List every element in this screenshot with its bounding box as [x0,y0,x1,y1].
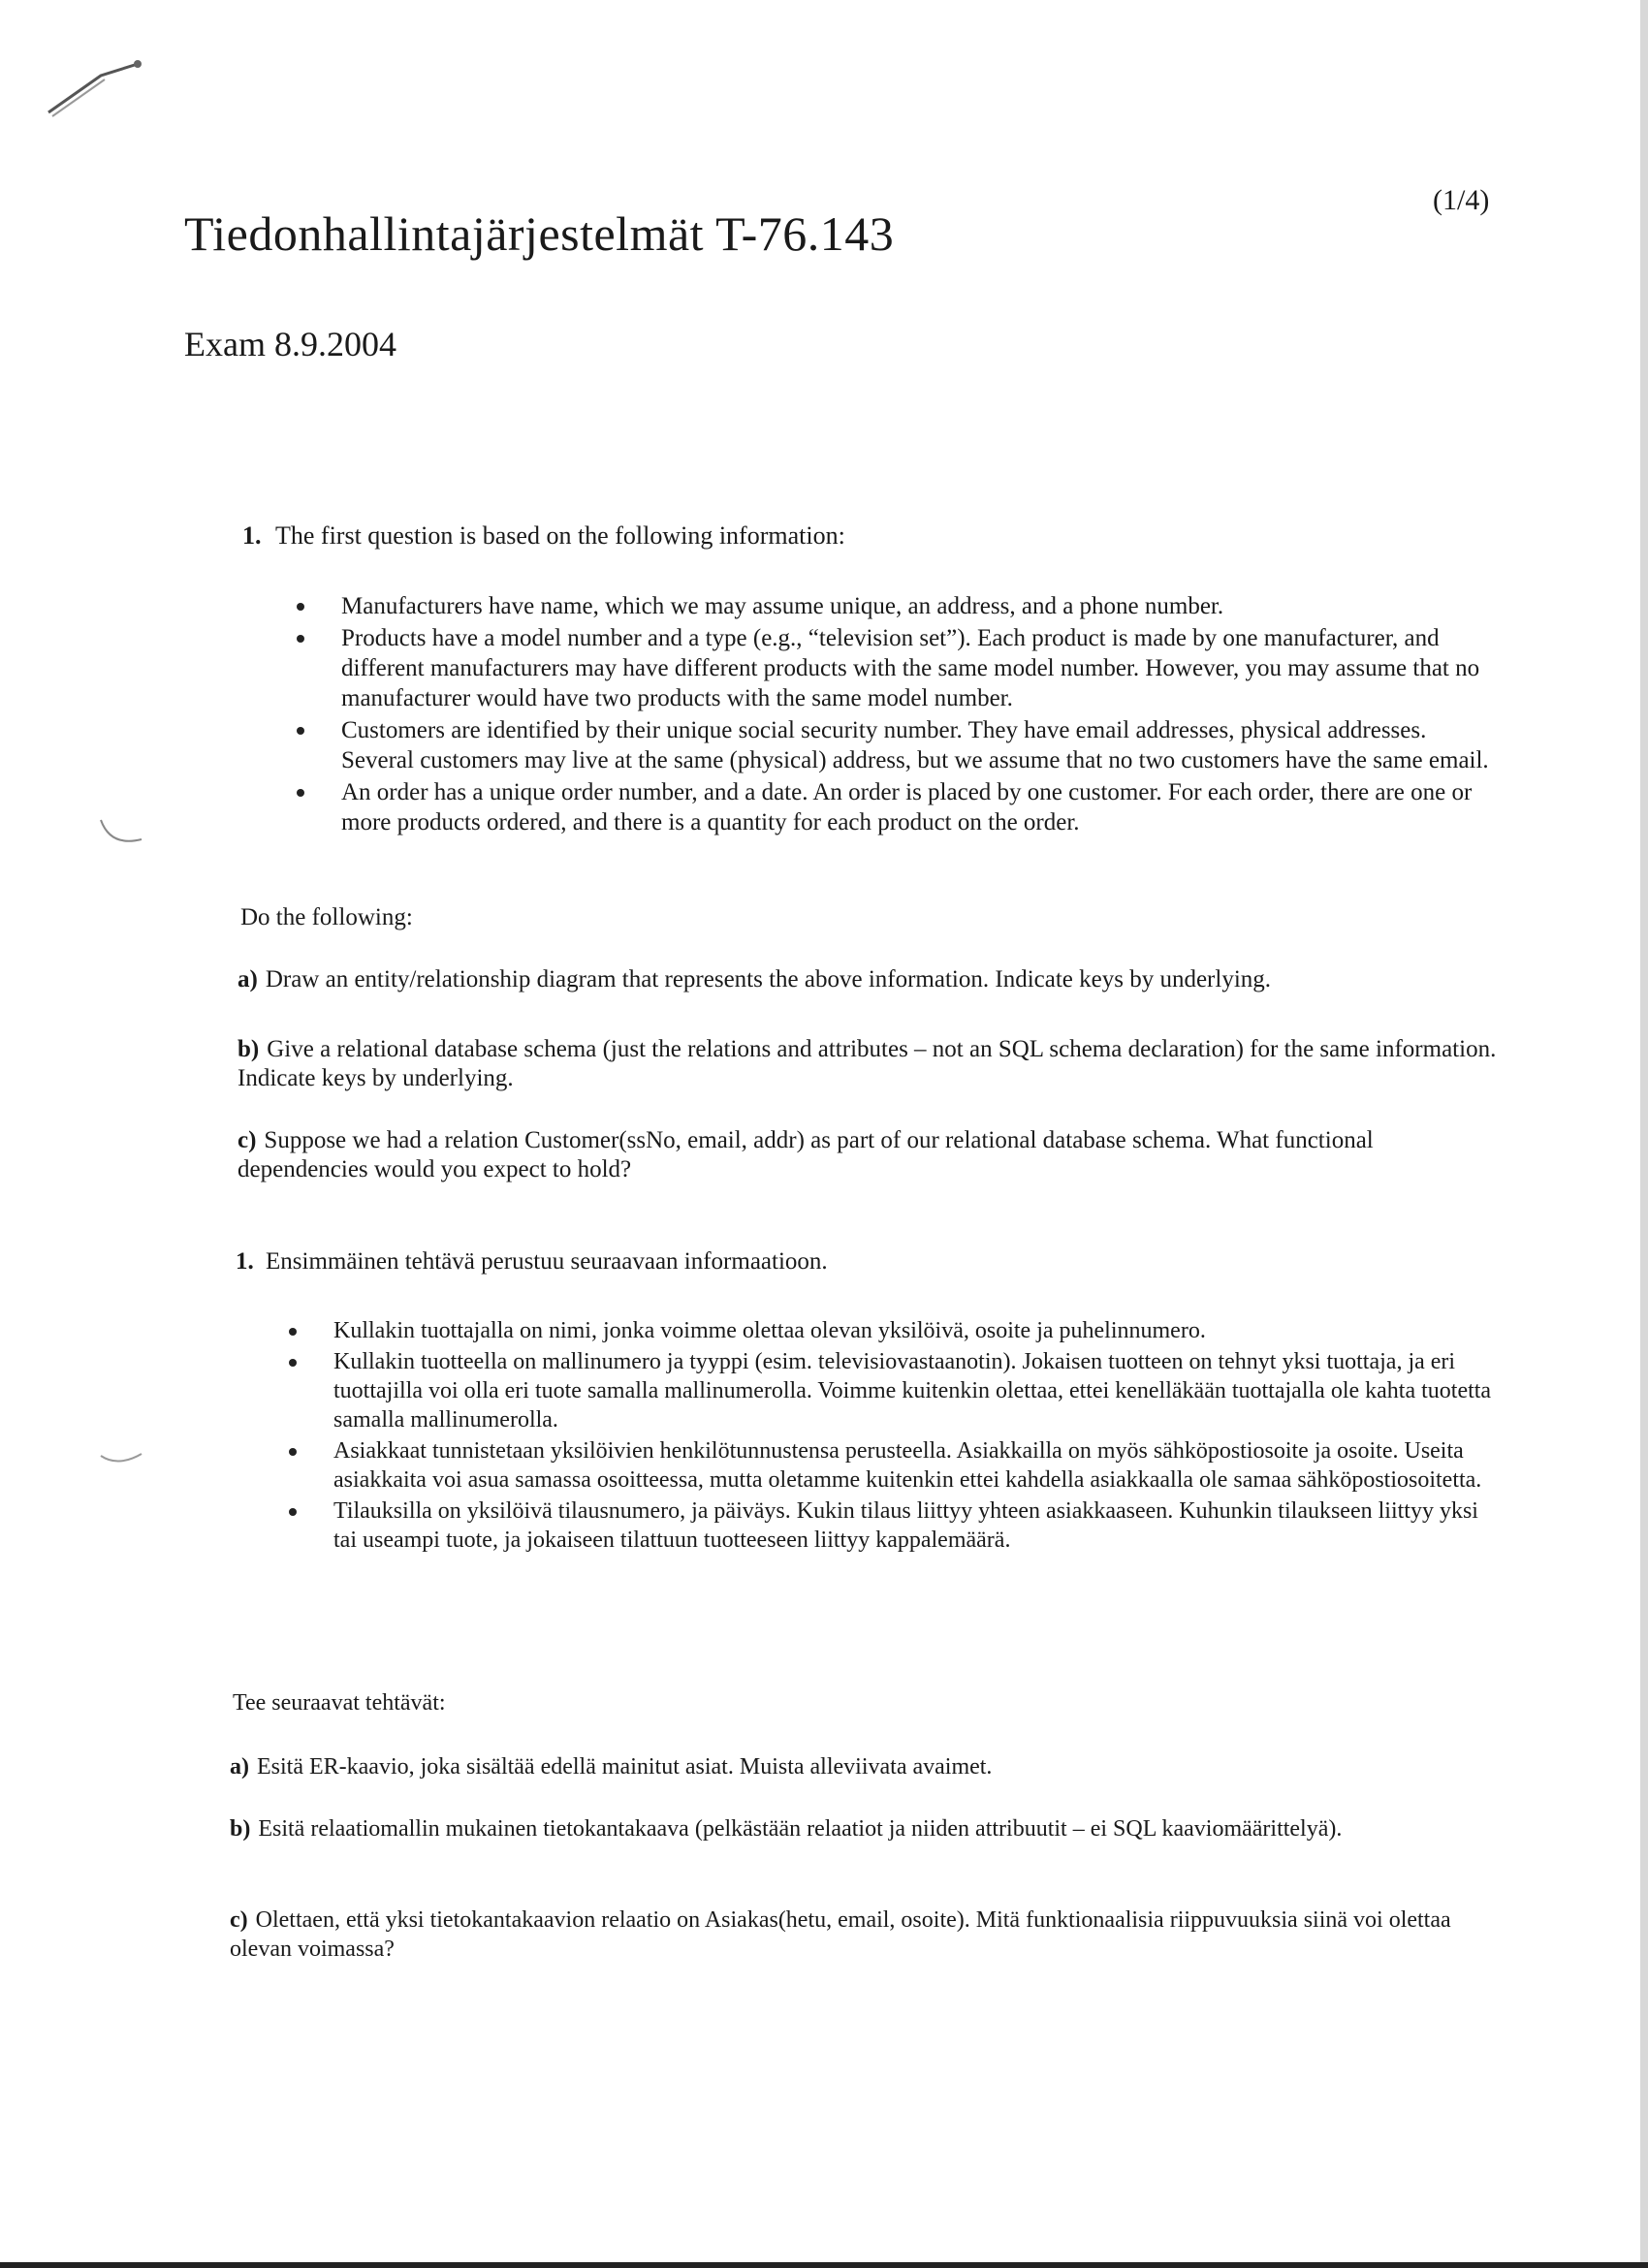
task-label: c) [230,1907,248,1933]
staple-mark [43,56,149,124]
list-item: Asiakkaat tunnistetaan yksilöivien henkilötunnustensa perusteella. Asiakkailla on myös sähköpostiosoite ja osoite. Useita asiakkaita voi asua samassa osoitteessa, mutta oletamme kuitenkin ettei kahdella asiakkaalla ole samaa sähköpostiosoitetta. [333,1436,1506,1495]
task-label: a) [230,1754,249,1780]
task-b-en [238,1035,1517,1093]
task-text: Esitä ER-kaavio, joka sisältää edellä mainitut asiat. Muista alleviivata avaimet. [257,1754,993,1780]
question-number: 1. [236,1248,254,1275]
exam-date: Exam 8.9.2004 [184,325,396,363]
question-intro-en [242,521,845,551]
list-item: An order has a unique order number, and a date. An order is placed by one customer. For each order, there are one or more products ordered, and there is a quantity for each product on the order. [341,777,1505,837]
task-label: a) [238,966,258,992]
task-a-en [238,965,1507,994]
list-item: Customers are identified by their unique social security number. They have email addresses, physical addresses. Several customers may live at the same (physical) address, but we assume that no two customers have the same email. [341,715,1505,775]
question-number: 1. [242,521,262,550]
task-text: Esitä relaatiomallin mukainen tietokantakaava (pelkästään relaatiot ja niiden attribuutit – ei SQL kaaviomäärittelyä). [258,1816,1343,1842]
task-label: b) [238,1036,260,1062]
list-item: Tilauksilla on yksilöivä tilausnumero, ja päiväys. Kukin tilaus liittyy yhteen asiakkaaseen. Kuhunkin tilaukseen liittyy yksi tai useampi tuote, ja jokaiseen tilattuun tuotteeseen liittyy kappalemäärä. [333,1496,1506,1555]
bottom-edge-line [0,2262,1648,2268]
list-item: Products have a model number and a type (e.g., “television set”). Each product is made by one manufacturer, and different manufacturers may have different products with the same model number. However, you may assume that no manufacturer would have two products with the same model number. [341,623,1505,713]
punch-hole-mark-upper [97,814,145,853]
task-a-fi [230,1752,1490,1781]
requirements-list-fi [333,1316,1506,1557]
do-following-fi: Tee seuraavat tehtävät: [233,1690,446,1716]
list-item: Kullakin tuottajalla on nimi, jonka voimme olettaa olevan yksilöivä, osoite ja puhelinnumero. [333,1316,1506,1345]
task-text: Give a relational database schema (just the relations and attributes – not an SQL schema declaration) for the same information. Indicate keys by underlying. [238,1036,1497,1091]
task-text: Draw an entity/relationship diagram that represents the above information. Indicate keys by underlying. [265,966,1272,992]
question-intro-text: Ensimmäinen tehtävä perustuu seuraavaan informaatioon. [266,1248,828,1275]
page-indicator: (1/4) [1433,184,1490,216]
document-title: Tiedonhallintajärjestelmät T-76.143 [184,206,895,261]
punch-hole-mark-lower [97,1444,145,1473]
question-intro-fi [236,1248,828,1276]
task-text: Suppose we had a relation Customer(ssNo, email, addr) as part of our relational database schema. What functional dependencies would you expect to hold? [238,1127,1374,1182]
list-item: Manufacturers have name, which we may assume unique, an address, and a phone number. [341,591,1505,621]
requirements-list-en [341,591,1505,839]
do-following-en: Do the following: [240,904,413,930]
task-label: c) [238,1127,257,1153]
question-intro-text: The first question is based on the following information: [275,521,845,550]
task-label: b) [230,1816,251,1842]
list-item: Kullakin tuotteella on mallinumero ja tyyppi (esim. televisiovastaanotin). Jokaisen tuotteen on tehnyt yksi tuottaja, ja eri tuottajilla voi olla eri tuote samalla mallinumerolla. Voimme kuitenkin olettaa, ettei kenelläkään tuottajalla ole kahta tuotetta samalla mallinumerolla. [333,1347,1506,1434]
task-b-fi [230,1814,1345,1843]
task-c-en [238,1126,1430,1184]
right-edge-shadow [1640,0,1648,2268]
task-text: Olettaen, että yksi tietokantakaavion relaatio on Asiakas(hetu, email, osoite). Mitä funktionaalisia riippuvuuksia siinä voi olettaa olevan voimassa? [230,1907,1451,1962]
task-c-fi [230,1906,1500,1964]
